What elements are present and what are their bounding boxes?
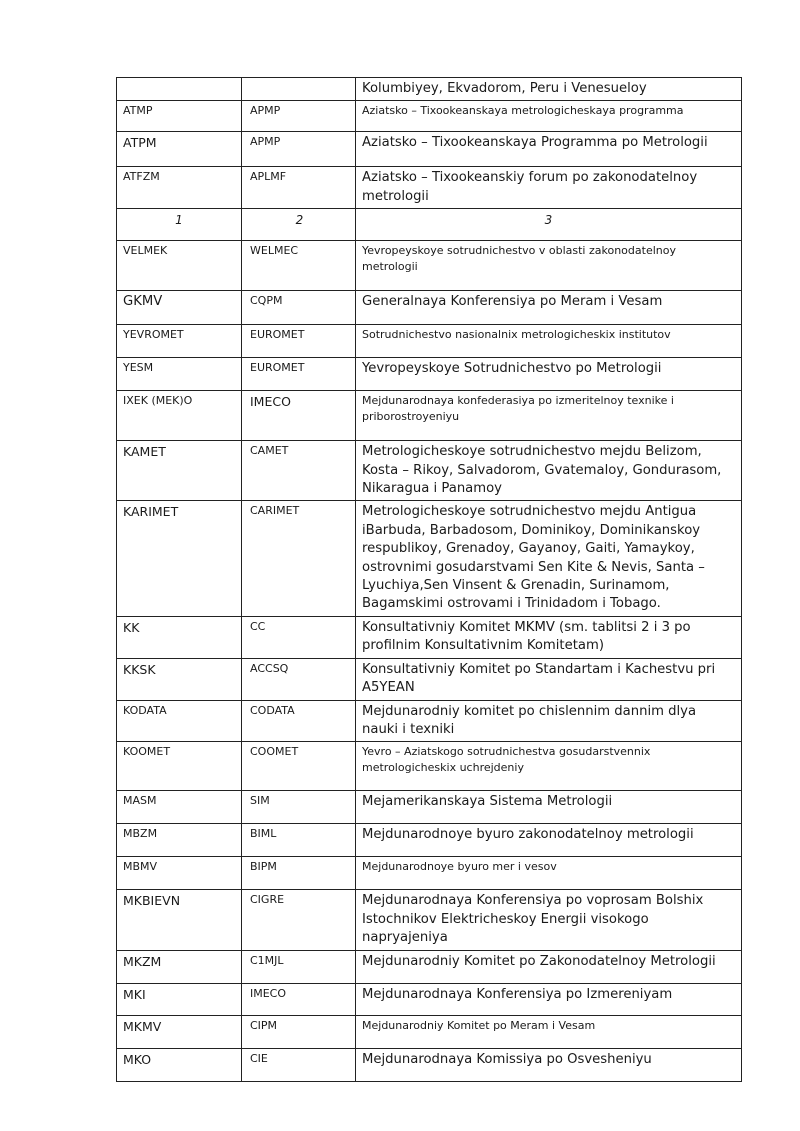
- table-row: [117, 501, 742, 616]
- name-cell: Mejdunarodniy Komitet po Meram i Vesam: [356, 1015, 742, 1048]
- abbr-en-cell: CIPM: [242, 1015, 356, 1048]
- name-cell: Mejdunarodniy komitet po chislennim dannim dlya nauki i texniki: [356, 700, 742, 742]
- abbr-en-cell: CODATA: [242, 700, 356, 742]
- name-cell: Aziatsko – Tixookeanskaya metrologicheskaya programma: [356, 101, 742, 132]
- table-row: [117, 890, 742, 950]
- name-cell: Yevropeyskoye Sotrudnichestvo po Metrologii: [356, 358, 742, 391]
- table-row: [117, 291, 742, 325]
- abbr-ru-cell: MBMV: [117, 857, 242, 890]
- table-row: [117, 1015, 742, 1048]
- table-row: [117, 167, 742, 209]
- abbr-en-cell: EUROMET: [242, 325, 356, 358]
- abbr-en-cell: APMP: [242, 101, 356, 132]
- table-row: [117, 857, 742, 890]
- table-row: [117, 983, 742, 1015]
- abbr-en-cell: COOMET: [242, 742, 356, 791]
- name-cell: Aziatsko – Tixookeanskaya Programma po Metrologii: [356, 132, 742, 167]
- abbr-en-cell: APMP: [242, 132, 356, 167]
- name-cell: Generalnaya Konferensiya po Meram i Vesam: [356, 291, 742, 325]
- table-row: [117, 391, 742, 441]
- abbr-ru-cell: MKO: [117, 1048, 242, 1081]
- table-row: [117, 78, 742, 101]
- column-number: 2: [242, 209, 356, 241]
- abbr-en-cell: ACCSQ: [242, 658, 356, 700]
- abbr-ru-cell: YESM: [117, 358, 242, 391]
- abbr-en-cell: APLMF: [242, 167, 356, 209]
- table-row: [117, 101, 742, 132]
- abbr-en-cell: CARIMET: [242, 501, 356, 616]
- column-number: 3: [356, 209, 742, 241]
- name-cell: Sotrudnichestvo nasionalnix metrologicheskix institutov: [356, 325, 742, 358]
- name-cell: Aziatsko – Tixookeanskiy forum po zakonodatelnoy metrologii: [356, 167, 742, 209]
- name-cell: Mejdunarodnaya Konferensiya po voprosam Bolshix Istochnikov Elektricheskoy Energii visokogo napryajeniya: [356, 890, 742, 950]
- abbr-en-cell: CC: [242, 616, 356, 658]
- abbr-ru-cell: KODATA: [117, 700, 242, 742]
- name-cell: Metrologicheskoye sotrudnichestvo mejdu Belizom, Kosta – Rikoy, Salvadorom, Gvatemaloy, Gondurasom, Nikaragua i Panamoy: [356, 441, 742, 501]
- name-cell: Kolumbiyey, Ekvadorom, Peru i Venesueloy: [356, 78, 742, 101]
- table-row: [117, 658, 742, 700]
- name-cell: Mejdunarodnoye byuro mer i vesov: [356, 857, 742, 890]
- abbr-ru-cell: KKSK: [117, 658, 242, 700]
- abbr-en-cell: EUROMET: [242, 358, 356, 391]
- abbr-ru-cell: MKZM: [117, 950, 242, 983]
- abbr-ru-cell: VELMEK: [117, 241, 242, 291]
- abbr-ru-cell: KK: [117, 616, 242, 658]
- abbr-en-cell: CAMET: [242, 441, 356, 501]
- abbr-ru-cell: [117, 78, 242, 101]
- table-row: [117, 358, 742, 391]
- abbr-en-cell: SIM: [242, 791, 356, 824]
- abbr-en-cell: BIPM: [242, 857, 356, 890]
- abbr-ru-cell: YEVROMET: [117, 325, 242, 358]
- abbr-ru-cell: MKI: [117, 983, 242, 1015]
- abbr-ru-cell: MKBIEVN: [117, 890, 242, 950]
- name-cell: Mejdunarodnaya konfederasiya po izmeritelnoy texnike i priborostroyeniyu: [356, 391, 742, 441]
- table-row: [117, 700, 742, 742]
- table-row: [117, 241, 742, 291]
- name-cell: Metrologicheskoye sotrudnichestvo mejdu Antigua iBarbuda, Barbadosom, Dominikoy, Dominikanskoy respublikoy, Grenadoy, Gayanoy, Gaiti, Yamaykoy, ostrovnimi gosudarstvami Sen Kite & Nevis, Santa – Lyuchiya,Sen Vinsent & Grenadin, Surinamom, Bagamskimi ostrovami i Trinidadom i Tobago.: [356, 501, 742, 616]
- abbr-en-cell: CIE: [242, 1048, 356, 1081]
- table-row: [117, 824, 742, 857]
- table-row: [117, 132, 742, 167]
- abbr-ru-cell: IXEK (MEK)O: [117, 391, 242, 441]
- abbr-en-cell: [242, 78, 356, 101]
- abbr-en-cell: WELMEC: [242, 241, 356, 291]
- abbreviations-table: [116, 77, 742, 1082]
- abbr-ru-cell: GKMV: [117, 291, 242, 325]
- table-row: [117, 616, 742, 658]
- table-row: [117, 742, 742, 791]
- abbr-en-cell: CQPM: [242, 291, 356, 325]
- table-row: [117, 791, 742, 824]
- name-cell: Konsultativniy Komitet po Standartam i Kachestvu pri A5YEAN: [356, 658, 742, 700]
- name-cell: Mejamerikanskaya Sistema Metrologii: [356, 791, 742, 824]
- name-cell: Konsultativniy Komitet MKMV (sm. tablitsi 2 i 3 po profilnim Konsultativnim Komitetam): [356, 616, 742, 658]
- column-number: 1: [117, 209, 242, 241]
- name-cell: Yevro – Aziatskogo sotrudnichestva gosudarstvennix metrologicheskix uchrejdeniy: [356, 742, 742, 791]
- name-cell: Mejdunarodnoye byuro zakonodatelnoy metrologii: [356, 824, 742, 857]
- table-row: [117, 325, 742, 358]
- abbr-ru-cell: ATPM: [117, 132, 242, 167]
- name-cell: Yevropeyskoye sotrudnichestvo v oblasti zakonodatelnoy metrologii: [356, 241, 742, 291]
- name-cell: Mejdunarodnaya Konferensiya po Izmereniyam: [356, 983, 742, 1015]
- table-row: [117, 950, 742, 983]
- table-row: [117, 1048, 742, 1081]
- abbr-en-cell: CIGRE: [242, 890, 356, 950]
- table-row: [117, 441, 742, 501]
- abbr-ru-cell: KARIMET: [117, 501, 242, 616]
- abbr-ru-cell: ATFZM: [117, 167, 242, 209]
- abbr-ru-cell: MBZM: [117, 824, 242, 857]
- abbr-ru-cell: MKMV: [117, 1015, 242, 1048]
- name-cell: Mejdunarodniy Komitet po Zakonodatelnoy Metrologii: [356, 950, 742, 983]
- abbr-en-cell: BIML: [242, 824, 356, 857]
- abbr-ru-cell: KOOMET: [117, 742, 242, 791]
- abbr-en-cell: C1MJL: [242, 950, 356, 983]
- abbr-ru-cell: KAMET: [117, 441, 242, 501]
- abbr-en-cell: IMECO: [242, 983, 356, 1015]
- abbr-ru-cell: MASM: [117, 791, 242, 824]
- abbr-en-cell: IMECO: [242, 391, 356, 441]
- abbr-ru-cell: ATMP: [117, 101, 242, 132]
- name-cell: Mejdunarodnaya Komissiya po Osvesheniyu: [356, 1048, 742, 1081]
- column-numbers-row: [117, 209, 742, 241]
